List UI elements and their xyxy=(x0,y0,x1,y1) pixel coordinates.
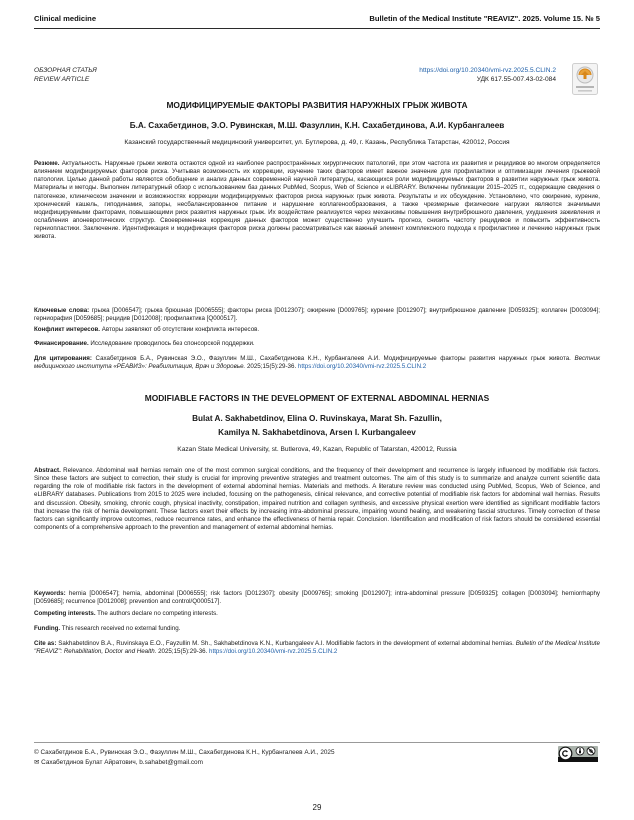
correspondence-line: ✉ Сахабетдинов Булат Айратович, b.sahabet@gmail.com xyxy=(34,758,203,766)
article-identifiers xyxy=(419,66,556,84)
article-type xyxy=(34,66,97,84)
doi-link[interactable]: https://doi.org/10.20340/vmi-rvz.2025.5.CLIN.2 xyxy=(419,67,556,74)
abstract-en-label: Abstract. xyxy=(34,467,61,474)
article-type-en: REVIEW ARTICLE xyxy=(34,76,90,83)
page-number: 29 xyxy=(312,803,322,812)
authors-ru: Б.А. Сахабетдинов, Э.О. Рувинская, М.Ш. Фазуллин, К.Н. Сахабетдинова, А.И. Курбангалеев xyxy=(129,121,505,130)
footer xyxy=(34,748,335,767)
funding-en-text: This research received no external funding. xyxy=(61,625,181,632)
keywords-en-text: hernia [D006547]; hernia, abdominal [D006555]; risk factors [D012307]; obesity [D009765]; smoking [D012907]; intra-abdominal pressure [D059325]; collagen [D003094]; herniorrhaphy [D059685]; recurrence [D012008]; prevention and control/Q000517]. xyxy=(34,590,600,606)
conflict-ru-label: Конфликт интересов. xyxy=(34,326,101,333)
conflict-ru-text: Авторы заявляют об отсутствии конфликта интересов. xyxy=(101,326,260,333)
citation-en-label: Cite as: xyxy=(34,640,57,647)
funding-ru-label: Финансирование. xyxy=(34,340,89,347)
funding-en xyxy=(34,625,600,633)
affiliation-en: Kazan State Medical University, st. Butlerova, 49, Kazan, Republic of Tatarstan, 420012, Russia xyxy=(177,446,457,453)
abstract-ru-text: Актуальность. Наружные грыжи живота остаются одной из наиболее распространённых хирургических патологий, при этом частота их развития и рецидивов во многом определяется влиянием модифицируемых факторов риска. Учитывая возможность их коррекции, изучение таких факторов имеет важное значение для профилактики и оптимизации лечения грыжевой патологии. Целью данной работы являются обобщение и анализ данных современной научной литературы, касающихся роли модифицируемых факторов в развитии наружных грыж живота. Материалы и методы. Выполнен литературный обзор с использованием баз данных PubMed, Scopus, Web of Science и eLIBRARY. Включены публикации 2015–2025 гг., содержащие сведения о патогенезе, клиническом значении и возможностях коррекции модифицируемых факторов риска наружных грыж живота. Результаты и их обсуждение. Установлено, что ожирение, курение, хронический кашель, гиподинамия, запоры, несбалансированное питание и нарушение коллагенообразования, а также чрезмерные физические нагрузки являются значимыми модифицируемыми факторами, повышающими риск развития наружных грыж. Их воздействие реализуется через механизмы повышения внутрибрюшного давления, ухудшения заживления и ослабления апоневротических структур. Своевременная коррекция данных факторов может существенно улучшить прогноз, снизить частоту рецидивов и повысить эффективность герниопластики. Заключение. Идентификация и модификация факторов риска должны рассматриваться как важный элемент комплексного подхода к профилактике и лечению наружных грыж живота. xyxy=(34,160,600,241)
citation-ru-tail: 2025;15(5):29-36. xyxy=(246,363,297,371)
header-divider xyxy=(34,28,600,29)
conflict-en xyxy=(34,610,600,618)
check-for-updates-icon xyxy=(572,63,598,95)
article-title-ru: МОДИФИЦИРУЕМЫЕ ФАКТОРЫ РАЗВИТИЯ НАРУЖНЫХ ГРЫЖ ЖИВОТА xyxy=(166,100,468,110)
conflict-en-label: Competing interests. xyxy=(34,610,96,617)
authors-en xyxy=(34,412,600,440)
abstract-ru xyxy=(34,160,600,242)
citation-en xyxy=(34,640,600,656)
article-title-en: MODIFIABLE FACTORS IN THE DEVELOPMENT OF EXTERNAL ABDOMINAL HERNIAS xyxy=(144,393,490,403)
citation-ru-label: Для цитирования: xyxy=(34,355,92,362)
citation-en-text: Sakhabetdinov B.A., Ruvinskaya E.O., Fayzullin M. Sh., Sakhabetdinova K.N., Kurbangaleev A.I. Modifiable factors in the development of external abdominal hernias. xyxy=(58,640,514,647)
funding-ru xyxy=(34,340,600,348)
funding-ru-text: Исследование проводилось без спонсорской поддержки. xyxy=(90,340,255,347)
keywords-en xyxy=(34,590,600,606)
abstract-ru-label: Резюме. xyxy=(34,160,60,167)
citation-ru-text: Сахабетдинов Б.А., Рувинская Э.О., Фазуллин М.Ш., Сахабетдинова К.Н., Курбангалеев А.И. Модифицируемые факторы развития наружных грыж живота. xyxy=(95,355,571,362)
citation-en-doi-link[interactable]: https://doi.org/10.20340/vmi-rvz.2025.5.CLIN.2 xyxy=(209,648,338,656)
funding-en-label: Funding. xyxy=(34,625,61,632)
conflict-en-text: The authors declare no competing interests. xyxy=(97,610,218,617)
abstract-en-text: Relevance. Abdominal wall hernias remain one of the most common surgical conditions, and the frequency of their development and recurrence is largely influenced by modifiable risk factors. Since these factors are subject to correction, their study is crucial for improving preventive strategies and treatment outcomes. The aim of this study is to summarize and analyze current scientific data regarding the role of modifiable risk factors in the development of external abdominal hernias. Materials and methods. A literature review was conducted using PubMed, Scopus, Web of Science, and eLIBRARY databases. Publications from 2015 to 2025 were included, focusing on the pathogenesis, clinical relevance, and corrective potential of modifiable risk factors for abdominal wall hernias. Results and discussion. Obesity, smoking, chronic cough, physical inactivity, constipation, impaired nutrition and collagen synthesis, and excessive physical exertion were identified as significant modifiable factors that increase the risk of hernia development. These factors exert their effects by increasing intra-abdominal pressure, impairing wound healing, and weakening fascial structures. Timely correction of these factors can significantly improve outcomes, reduce recurrence rates, and enhance the effectiveness of hernia repair. Conclusion. Identification and modification of risk factors should be considered essential components of a comprehensive approach to the prevention and management of external abdominal hernias. xyxy=(34,467,600,532)
keywords-ru-text: грыжа [D006547]; грыжа брюшная [D006555]; факторы риска [D012307]; ожирение [D009765]; курение [D012907]; внутрибрюшное давление [D059325]; коллаген [D003094]; герниорафия [D059685]; рецидив [D012008]; профилактика [Q000517]. xyxy=(34,307,600,323)
citation-ru-doi-link[interactable]: https://doi.org/10.20340/vmi-rvz.2025.5.CLIN.2 xyxy=(297,363,427,371)
affiliation-ru: Казанский государственный медицинский университет, ул. Бутлерова, д. 49, г. Казань, Республика Татарстан, 420012, Россия xyxy=(124,139,510,146)
copyright-line: © Сахабетдинов Б.А., Рувинская Э.О., Фазуллин М.Ш., Сахабетдинова К.Н., Курбангалеев А.И., 2025 xyxy=(34,749,335,756)
keywords-ru-label: Ключевые слова: xyxy=(34,307,90,314)
check-for-updates-badge[interactable] xyxy=(572,63,598,95)
article-type-ru: ОБЗОРНАЯ СТАТЬЯ xyxy=(34,67,97,74)
citation-en-tail: 2025;15(5):29-36. xyxy=(158,648,208,656)
citation-ru-journal: Вестник медицинского института «РЕАВИЗ»: Реабилитация, Врач и Здоровье. xyxy=(34,355,600,371)
authors-en-line-2: Kamilya N. Sakhabetdinova, Arsen I. Kurbangaleev xyxy=(218,428,416,437)
abstract-en xyxy=(34,467,600,532)
section-name: Clinical medicine xyxy=(34,14,97,23)
citation-en-journal: Bulletin of the Medical Institute "REAVIZ": Rehabilitation, Doctor and Health. xyxy=(34,640,600,656)
keywords-en-label: Keywords: xyxy=(34,590,66,597)
journal-issue: Bulletin of the Medical Institute "REAVIZ". 2025. Volume 15. № 5 xyxy=(369,14,600,23)
keywords-ru xyxy=(34,307,600,323)
footer-divider xyxy=(34,742,600,743)
cc-by-nc-icon xyxy=(558,746,598,762)
citation-ru xyxy=(34,355,600,371)
udc-code: УДК 617.55-007.43-02-084 xyxy=(476,76,556,83)
conflict-ru xyxy=(34,326,600,334)
authors-en-line-1: Bulat A. Sakhabetdinov, Elina O. Ruvinskaya, Marat Sh. Fazullin, xyxy=(192,414,442,423)
